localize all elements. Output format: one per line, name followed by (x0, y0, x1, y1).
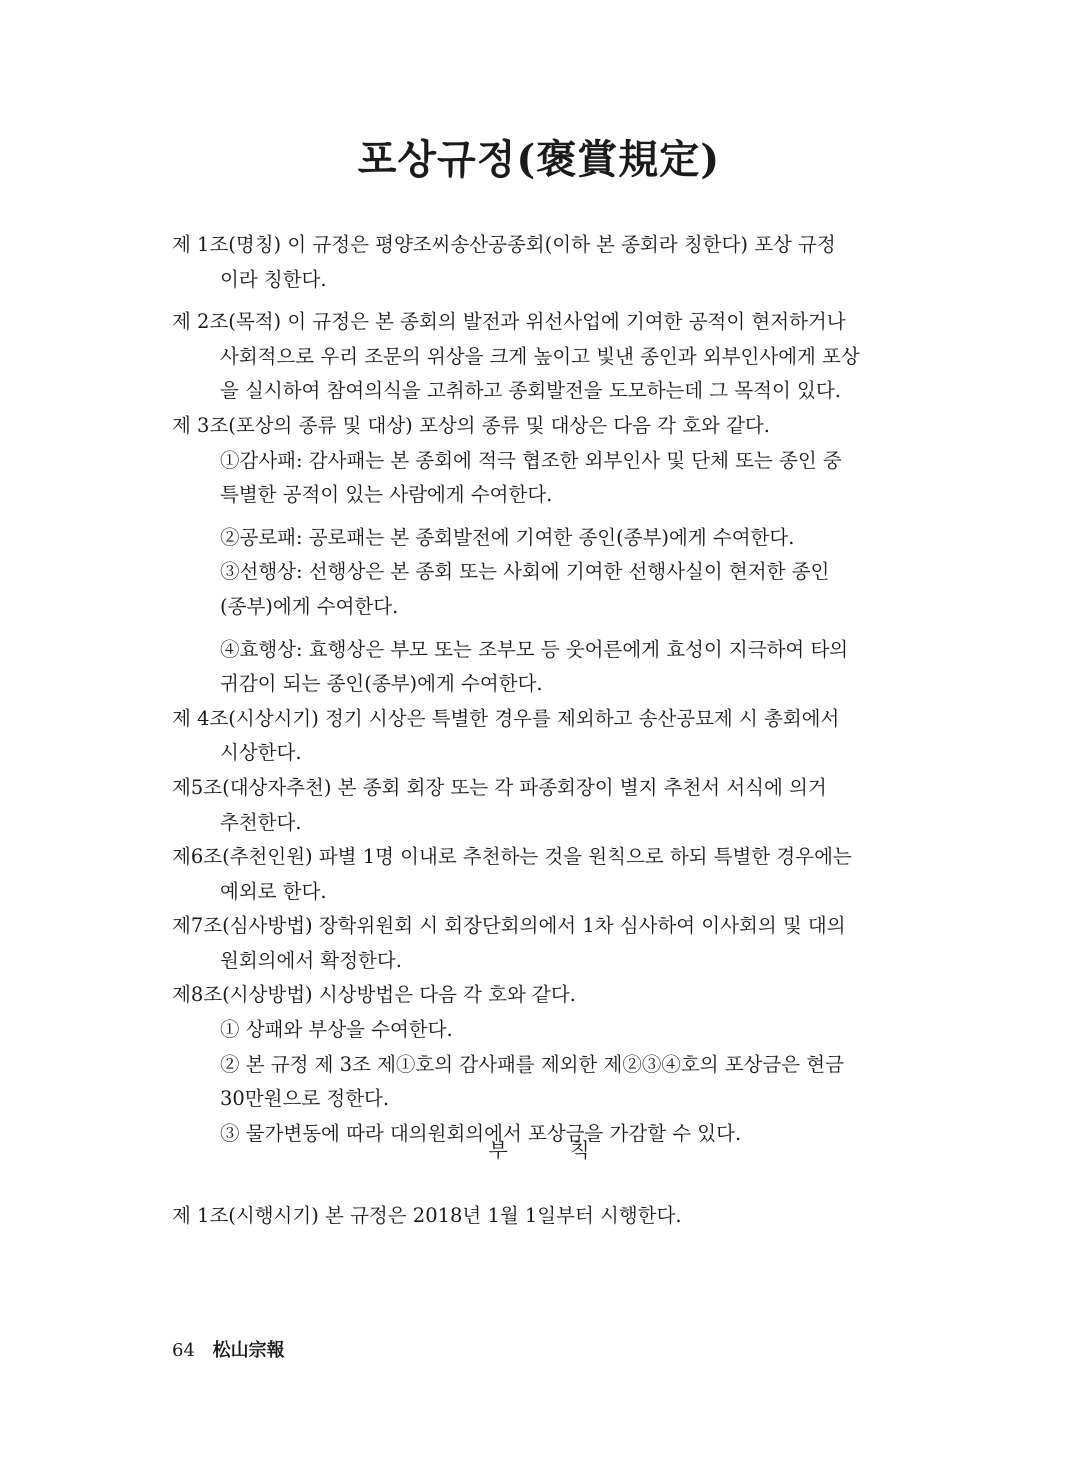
article-1: 제 1조(명칭) 이 규정은 평양조씨송산공종회(이하 본 종회라 칭한다) 포상 규정 (172, 233, 836, 256)
article-8-item-2: ② 본 규정 제 3조 제①호의 감사패를 제외한 제②③④호의 포상금은 현금 (220, 1052, 844, 1076)
article-2: 제 2조(목적) 이 규정은 본 종회의 발전과 위선사업에 기여한 공적이 현저하거나 (172, 310, 846, 334)
article-5-cont: 추천한다. (220, 810, 302, 834)
article-6-cont: 예외로 한다. (220, 879, 327, 903)
addendum-article-1: 제 1조(시행시기) 본 규정은 2018년 1월 1일부터 시행한다. (172, 1204, 682, 1227)
article-7: 제7조(심사방법) 장학위원회 시 회장단회의에서 1차 심사하여 이사회의 및 대의 (172, 914, 846, 938)
article-3-item-1-cont: 특별한 공적이 있는 사람에게 수여한다. (220, 483, 553, 507)
article-5: 제5조(대상자추천) 본 종회 회장 또는 각 파종회장이 별지 추천서 서식에 의거 (172, 775, 827, 799)
article-3-item-4-cont: 귀감이 되는 종인(종부)에게 수여한다. (220, 672, 543, 696)
page-footer (172, 1336, 285, 1362)
article-8-item-2-cont: 30만원으로 정한다. (220, 1087, 390, 1111)
article-2-cont: 을 실시하여 참여의식을 고취하고 종회발전을 도모하는데 그 목적이 있다. (220, 379, 841, 403)
page-number: 64 (172, 1340, 195, 1361)
article-3-item-1: ①감사패: 감사패는 본 종회에 적극 협조한 외부인사 및 단체 또는 종인 중 (220, 448, 842, 472)
article-1-cont: 이라 칭한다. (220, 267, 327, 291)
article-3-item-4: ④효행상: 효행상은 부모 또는 조부모 등 웃어른에게 효성이 지극하여 타의 (220, 637, 849, 661)
article-2-cont: 사회적으로 우리 조문의 위상을 크게 높이고 빛낸 종인과 외부인사에게 포상 (220, 344, 860, 368)
article-4: 제 4조(시상시기) 정기 시상은 특별한 경우를 제외하고 송산공묘제 시 총회에서 (172, 706, 840, 730)
regulation-body (172, 228, 912, 1151)
article-7-cont: 원회의에서 확정한다. (220, 948, 402, 972)
article-8-item-3: ③ 물가변동에 따라 대의원회의에서 포상금을 가감할 수 있다. (220, 1121, 742, 1145)
article-8-item-1: ① 상패와 부상을 수여한다. (220, 1018, 453, 1042)
article-3-item-3-cont: (종부)에게 수여한다. (220, 594, 399, 618)
article-6: 제6조(추천인원) 파별 1명 이내로 추천하는 것을 원칙으로 하되 특별한 경우에는 (172, 845, 852, 869)
article-3-item-3: ③선행상: 선행상은 본 종회 또는 사회에 기여한 선행사실이 현저한 종인 (220, 560, 830, 584)
page-title: 포상규정(褒賞規定) (357, 136, 721, 183)
article-3: 제 3조(포상의 종류 및 대상) 포상의 종류 및 대상은 다음 각 호와 같다. (172, 413, 770, 437)
addendum-heading: 부 칙 (488, 1138, 618, 1162)
article-3-item-2: ②공로패: 공로패는 본 종회발전에 기여한 종인(종부)에게 수여한다. (220, 525, 795, 549)
article-8: 제8조(시상방법) 시상방법은 다음 각 호와 같다. (172, 983, 576, 1007)
publication-name: 松山宗報 (212, 1340, 285, 1361)
article-4-cont: 시상한다. (220, 741, 302, 765)
